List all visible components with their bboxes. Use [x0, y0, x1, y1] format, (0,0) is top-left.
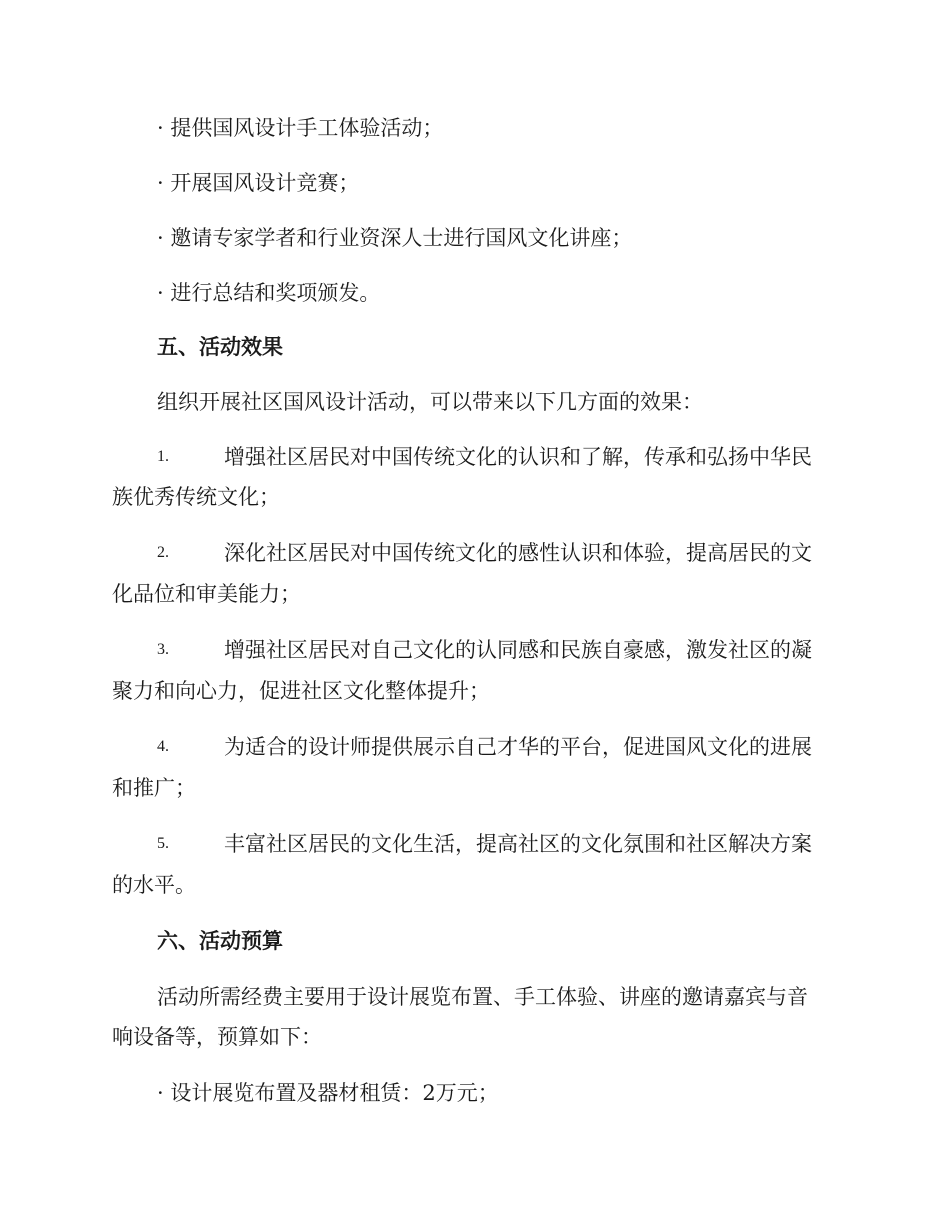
item-text: 增强社区居民对自己文化的认同感和民族自豪感，激发社区的凝: [224, 638, 812, 662]
item-number: 5.: [157, 835, 169, 852]
item-text: 丰富社区居民的文化生活，提高社区的文化氛围和社区解决方案: [224, 832, 812, 856]
item-text-continuation: 化品位和审美能力；: [112, 582, 301, 606]
paragraph: 活动所需经费主要用于设计展览布置、手工体验、讲座的邀请嘉宾与音: [157, 985, 808, 1009]
paragraph-continuation: 响设备等，预算如下：: [112, 1025, 322, 1049]
item-number: 1.: [157, 448, 169, 465]
item-text-continuation: 族优秀传统文化；: [112, 485, 280, 509]
bullet-item: · 提供国风设计手工体验活动；: [157, 116, 444, 140]
item-text-continuation: 和推广；: [112, 776, 196, 800]
item-number: 4.: [157, 738, 169, 755]
item-number: 3.: [157, 641, 169, 658]
bullet-item: · 设计展览布置及器材租赁：2万元；: [157, 1081, 499, 1105]
item-text: 增强社区居民对中国传统文化的认识和了解，传承和弘扬中华民: [224, 445, 812, 469]
paragraph: 组织开展社区国风设计活动，可以带来以下几方面的效果：: [157, 390, 703, 414]
bullet-item: · 邀请专家学者和行业资深人士进行国风文化讲座；: [157, 226, 633, 250]
bullet-item: · 进行总结和奖项颁发。: [157, 281, 381, 305]
item-text: 深化社区居民对中国传统文化的感性认识和体验，提高居民的文: [224, 541, 812, 565]
bullet-item: · 开展国风设计竞赛；: [157, 171, 360, 195]
section-heading: 五、活动效果: [157, 335, 283, 359]
item-number: 2.: [157, 544, 169, 561]
item-text-continuation: 聚力和向心力，促进社区文化整体提升；: [112, 679, 490, 703]
item-text-continuation: 的水平。: [112, 873, 196, 897]
section-heading: 六、活动预算: [157, 929, 283, 953]
item-text: 为适合的设计师提供展示自己才华的平台，促进国风文化的进展: [224, 735, 812, 759]
